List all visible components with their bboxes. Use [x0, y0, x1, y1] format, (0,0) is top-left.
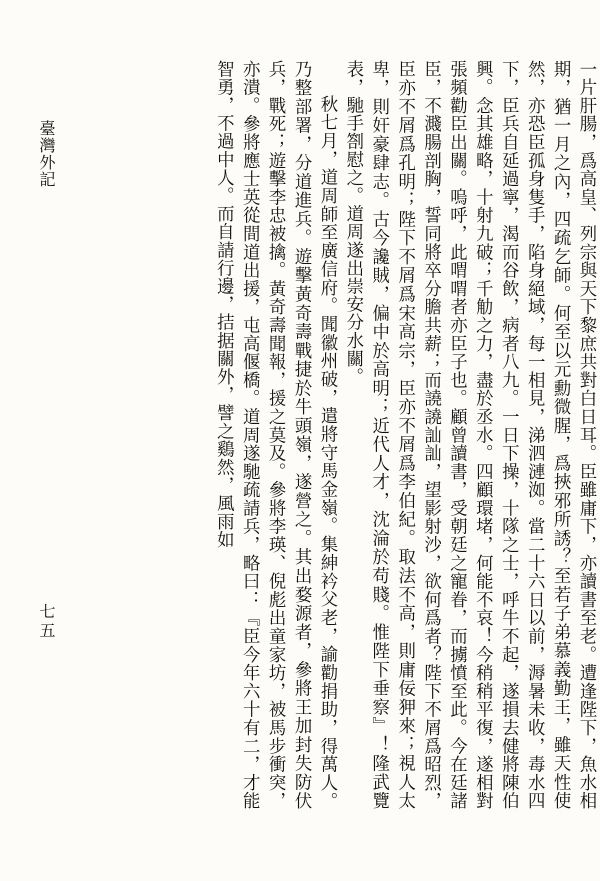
- body-text: [92, 60, 598, 810]
- running-title: 臺灣外記: [37, 120, 56, 188]
- paragraph-seventh-month: 秋七月，道周師至廣信府。聞徽州破，遣將守馬金嶺。集紳衿父老，諭勸捐助，得萬人。乃整部署，分道進兵。遊擊黃奇壽戰捷於牛頭嶺，遂營之。其出婺源者，參將王加封失防伏兵，戰死；遊擊李忠被擒。黃奇壽聞報，援之莫及。參將李瑛、倪彪出童家坊，被馬步衝突，亦潰。參將應士英從間道出援，屯高偃橋。道周遂馳疏請兵，略曰：『臣今年六十有二，才能智勇，不過中人。而自請行邊，拮据關外，譬之鷄然，風雨如: [213, 60, 337, 810]
- paragraph-memorial-excerpt: 一片肝腸，爲高皇、列宗與天下黎庶共對白日耳。臣雖庸下，亦讀書至老。遭逢陛下，魚水相期，猶一月之內，四疏乞師。何至以元勳微腥，爲挾邪所誘？至若子弟慕義勤王，雖天性使然，亦恐臣孤身隻手，陷身絕域，每一相見，涕泗漣洳。當二十六日以前，溽暑未收，毒水四下，臣兵自延過寧，渴而谷飲，病者八九。一日下操，十隊之士，呼牛不起，遂損去健將陳伯興。念其雄略，十射九破；千觔之力，盡於丞水。四顧環堵，何能不哀！今稍稍平復，遂相對張頻勸臣出關。嗚呼，此喟喟者亦臣子也。顧曾讀書，受朝廷之寵眷，而擄憤至此。今在廷諸臣，不濺腸剖胸，誓同將卒分膽共薪；而譊譊訕訕，望影射沙，欲何爲者？陛下不屑爲昭烈，臣亦不屑爲孔明；陛下不屑爲宋高宗，臣亦不屑爲李伯紀。取法不高，則庸佞狎來；視人太卑，則奸豪肆志。古今讒賊，偏中於高明；近代人才，沈淪於苟賤。惟陛下垂察』！隆武覽表，馳手劄慰之。道周遂出崇安分水關。: [342, 60, 596, 810]
- page-number: 七五: [37, 603, 56, 641]
